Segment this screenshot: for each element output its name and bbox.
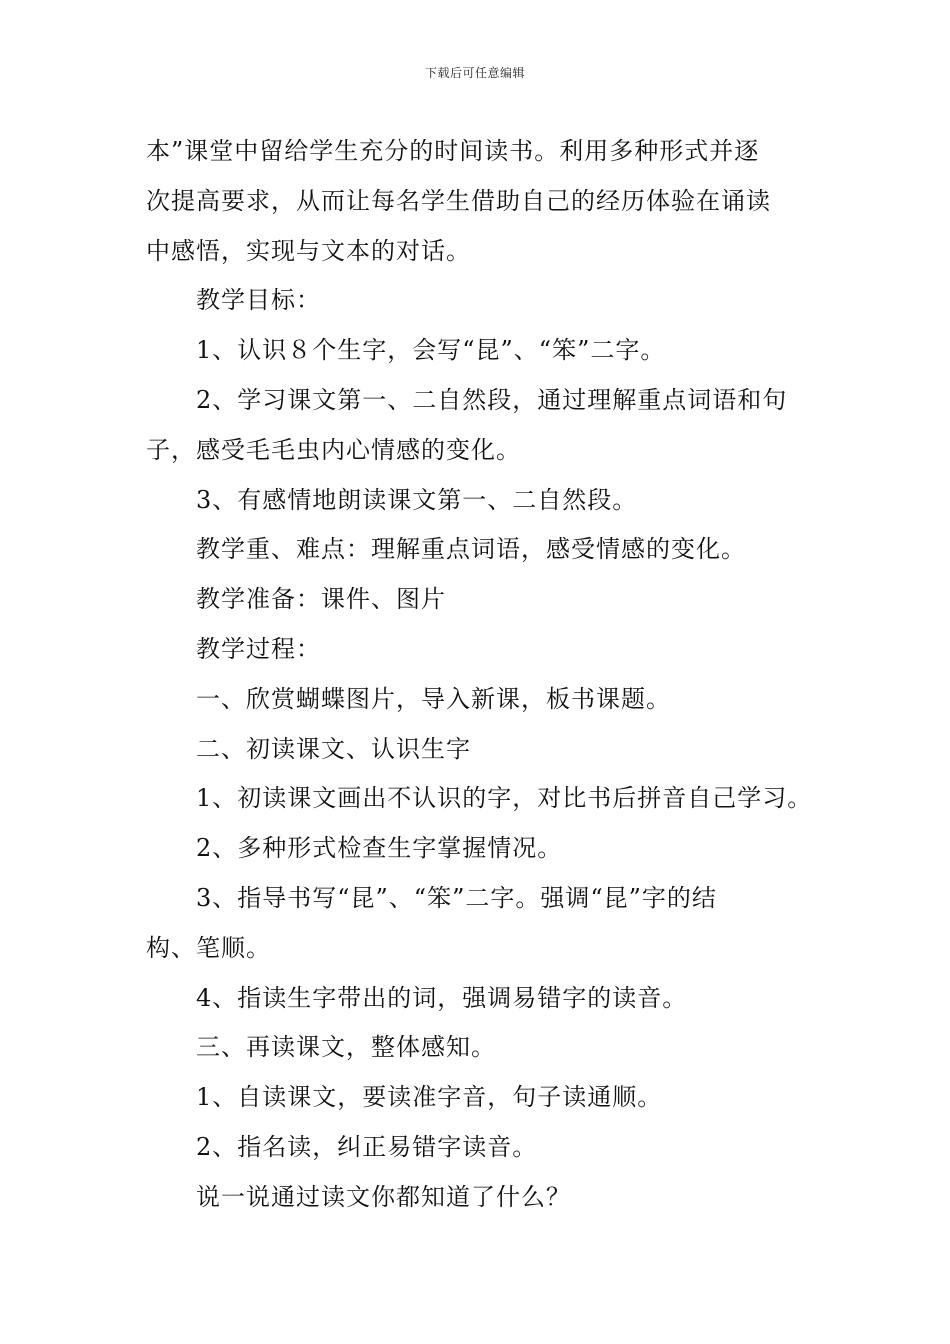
text-line: 教学准备：课件、图片	[196, 585, 446, 614]
section-heading-process: 教学过程：	[196, 634, 321, 663]
text-line: 三、再读课文，整体感知。	[196, 1033, 496, 1062]
text-line: 1、认识８个生字，会写“昆”、“笨”二字。	[196, 336, 666, 365]
text-line: 构、笔顺。	[146, 933, 271, 962]
document-body	[146, 127, 814, 1223]
text-line: 1、初读课文画出不认识的字，对比书后拼音自己学习。	[196, 784, 813, 813]
text-line: 一、欣赏蝴蝶图片，导入新课，板书课题。	[196, 684, 671, 713]
text-line: 说一说通过读文你都知道了什么？	[196, 1182, 571, 1211]
text-line: 中感悟，实现与文本的对话。	[146, 236, 471, 265]
section-heading-objectives: 教学目标：	[196, 286, 321, 315]
page-header: 下载后可任意编辑	[424, 66, 525, 80]
text-line: 2、多种形式检查生字掌握情况。	[196, 834, 563, 863]
text-line: 4、指读生字带出的词，强调易错字的读音。	[196, 983, 688, 1012]
text-line: 本”课堂中留给学生充分的时间读书。利用多种形式并逐	[146, 137, 760, 165]
text-line: 1、自读课文，要读准字音，句子读通顺。	[196, 1083, 663, 1112]
text-line: 3、指导书写“昆”、“笨”二字。强调“昆”字的结	[196, 883, 717, 912]
text-line: 2、指名读，纠正易错字读音。	[196, 1132, 538, 1161]
text-line: 3、有感情地朗读课文第一、二自然段。	[196, 485, 638, 514]
text-line: 子，感受毛毛虫内心情感的变化。	[146, 435, 521, 464]
text-line: 二、初读课文、认识生字	[196, 734, 471, 763]
text-line: 次提高要求，从而让每名学生借助自己的经历体验在诵读	[146, 186, 771, 215]
text-line: 2、学习课文第一、二自然段，通过理解重点词语和句	[196, 385, 788, 414]
text-line: 教学重、难点：理解重点词语，感受情感的变化。	[196, 535, 746, 564]
